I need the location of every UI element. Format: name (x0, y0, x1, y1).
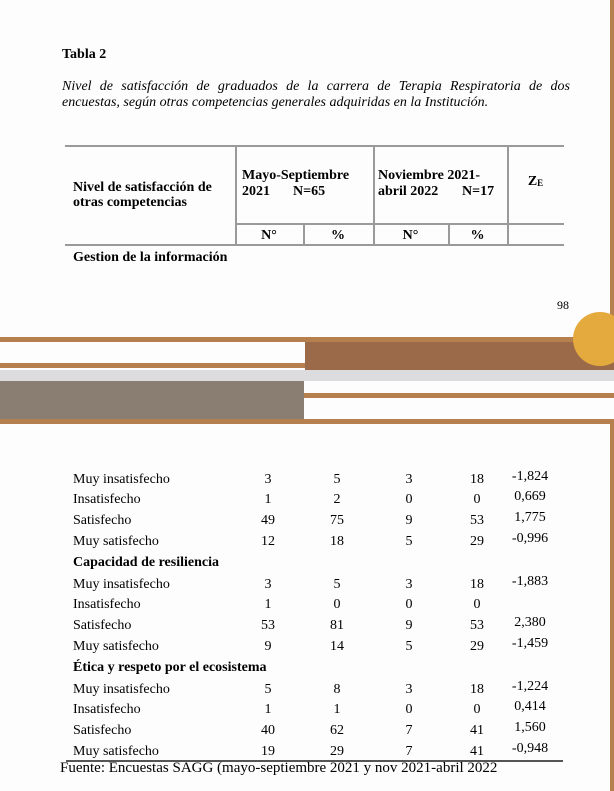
cell-percent-2021: 1 (333, 702, 341, 717)
decorative-band-right (304, 393, 614, 398)
cell-percent-2022: 0 (473, 597, 481, 612)
cell-count-2021: 49 (261, 513, 275, 528)
row-label: Satisfecho (73, 723, 132, 738)
row-label: Insatisfecho (73, 597, 141, 612)
cell-count-2021: 1 (264, 492, 272, 507)
cell-z: 1,775 (514, 510, 546, 525)
cell-count-2022: 7 (405, 723, 413, 738)
cell-count-2021: 12 (261, 534, 275, 549)
cell-count-2022: 0 (405, 702, 413, 717)
z-symbol: Z (527, 174, 538, 189)
period-year-line (242, 184, 349, 200)
page-gap-bar (0, 370, 614, 381)
cell-percent-2022: 53 (470, 618, 484, 633)
table-row (0, 742, 614, 762)
row-label: Muy satisfecho (73, 639, 159, 654)
cell-count-2022: 3 (405, 577, 413, 592)
row-label: Satisfecho (73, 618, 132, 633)
cell-z: -1,883 (511, 574, 549, 589)
cell-count-2022: 5 (405, 639, 413, 654)
table-row (0, 595, 614, 615)
row-label: Insatisfecho (73, 492, 141, 507)
table-row (0, 511, 614, 531)
period-year: abril 2022 (378, 184, 439, 199)
z-subscript: E (537, 178, 544, 188)
cell-percent-2021: 0 (333, 597, 341, 612)
row-label: Muy insatisfecho (73, 472, 170, 487)
cell-percent-2021: 18 (330, 534, 344, 549)
cell-percent-2021: 81 (330, 618, 344, 633)
column-divider (507, 145, 509, 245)
cell-count-2021: 5 (264, 682, 272, 697)
table-mid-rule (235, 223, 564, 225)
table-title: Tabla 2 (62, 47, 107, 62)
period-name: Noviembre 2021- (378, 168, 480, 183)
row-label: Muy insatisfecho (73, 577, 170, 592)
cell-z: -1,224 (511, 679, 549, 694)
cell-count-2022: 3 (405, 682, 413, 697)
subheader-percent-2021: % (331, 228, 345, 243)
cell-percent-2021: 29 (330, 744, 344, 759)
decorative-block-brown (305, 342, 614, 370)
cell-count-2021: 1 (264, 702, 272, 717)
cell-z: 2,380 (514, 615, 546, 630)
decorative-band-bottom (0, 419, 614, 424)
table-row (0, 700, 614, 720)
cell-count-2022: 3 (405, 472, 413, 487)
cell-z: 0,669 (514, 489, 546, 504)
header-period-2022 (378, 168, 495, 200)
subheader-percent-2022: % (470, 228, 485, 243)
page-number: 98 (557, 298, 569, 312)
cell-z: 0,414 (514, 699, 546, 714)
cell-z: -0,948 (511, 741, 549, 756)
cell-count-2022: 7 (405, 744, 413, 759)
cell-z: -1,824 (511, 469, 549, 484)
cell-percent-2022: 0 (473, 492, 481, 507)
cell-count-2021: 19 (261, 744, 275, 759)
decorative-band-left (0, 363, 305, 368)
page-border-right-top (610, 0, 614, 337)
cell-percent-2022: 41 (470, 744, 484, 759)
cell-percent-2022: 0 (473, 702, 481, 717)
row-label: Satisfecho (73, 513, 132, 528)
sample-size: N=17 (462, 184, 495, 199)
cell-percent-2021: 62 (330, 723, 344, 738)
table-row (0, 490, 614, 510)
period-name: Mayo-Septiembre (242, 168, 350, 183)
section-title: Ética y respeto por el ecosistema (73, 660, 267, 675)
table-row (0, 616, 614, 636)
table-source-note: Fuente: Encuestas SAGG (mayo-septiembre 2021 y nov 2021-abril 2022 (60, 760, 498, 776)
section-title: Capacidad de resiliencia (73, 555, 219, 570)
period-year: 2021 (242, 184, 270, 199)
cell-z: -0,996 (511, 531, 549, 546)
row-label: Muy satisfecho (73, 534, 159, 549)
cell-count-2022: 5 (405, 534, 413, 549)
cell-percent-2022: 29 (470, 534, 484, 549)
cell-percent-2021: 2 (333, 492, 341, 507)
cell-percent-2021: 8 (333, 682, 341, 697)
cell-count-2021: 1 (264, 597, 272, 612)
header-level-label-line1: Nivel de satisfacción de (73, 180, 212, 195)
table-caption: Nivel de satisfacción de graduados de la carrera de Terapia Respiratoria de dos encuestas, según otras competencias generales adquiridas en la Institución. (62, 79, 570, 110)
table-top-rule (65, 145, 564, 147)
header-level-label-line2: otras competencias (73, 195, 187, 210)
cell-z: 1,560 (514, 720, 546, 735)
row-label: Muy insatisfecho (73, 682, 170, 697)
row-label: Insatisfecho (73, 702, 141, 717)
cell-percent-2022: 41 (470, 723, 484, 738)
cell-percent-2022: 18 (470, 577, 484, 592)
table-row (0, 637, 614, 657)
cell-percent-2022: 29 (470, 639, 484, 654)
period-year-line (378, 184, 495, 200)
cell-percent-2021: 75 (330, 513, 344, 528)
cell-count-2021: 53 (261, 618, 275, 633)
sample-size: N=65 (293, 184, 326, 199)
header-level-label (73, 180, 212, 210)
cell-percent-2022: 18 (470, 682, 484, 697)
cell-count-2021: 3 (264, 577, 272, 592)
table-row (0, 721, 614, 741)
cell-percent-2022: 53 (470, 513, 484, 528)
header-period-2021 (242, 168, 349, 200)
cell-count-2022: 9 (405, 513, 413, 528)
subheader-count-2021: N° (261, 228, 277, 243)
cell-count-2022: 0 (405, 492, 413, 507)
row-label: Muy satisfecho (73, 744, 159, 759)
section-title: Gestion de la información (73, 250, 228, 265)
header-z-statistic (507, 174, 564, 190)
subheader-count-2022: N° (402, 228, 419, 243)
cell-count-2021: 3 (264, 472, 272, 487)
cell-count-2022: 9 (405, 618, 413, 633)
cell-count-2022: 0 (405, 597, 413, 612)
cell-z: -1,459 (511, 636, 549, 651)
cell-z (500, 592, 560, 612)
cell-count-2021: 40 (261, 723, 275, 738)
cell-percent-2021: 5 (333, 472, 341, 487)
cell-percent-2021: 5 (333, 577, 341, 592)
cell-percent-2021: 14 (330, 639, 344, 654)
table-row (0, 532, 614, 552)
cell-count-2021: 9 (264, 639, 272, 654)
decorative-block-greybrown (0, 381, 304, 419)
cell-percent-2022: 18 (470, 472, 484, 487)
